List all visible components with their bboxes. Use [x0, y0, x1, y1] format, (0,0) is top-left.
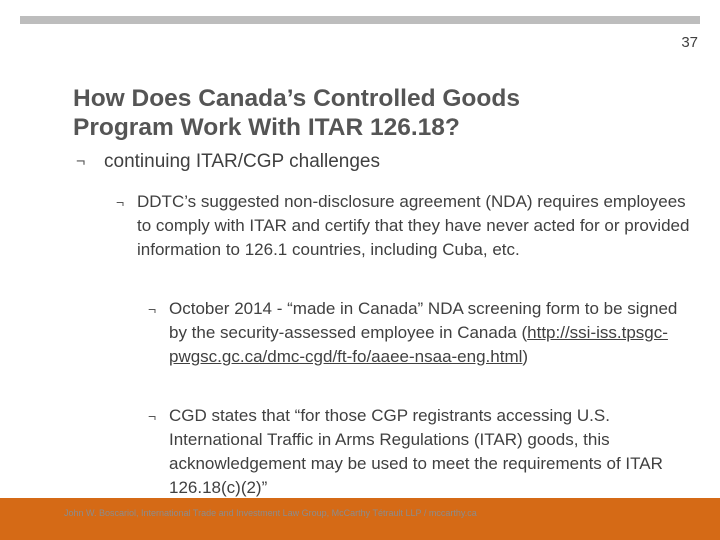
slide-title-line-1: How Does Canada’s Controlled Goods: [73, 85, 520, 112]
ndaform-text-after: ): [522, 347, 529, 366]
bullet-glyph: ¬: [76, 153, 86, 170]
bullet-glyph: ¬: [116, 194, 125, 210]
bullet-glyph: ¬: [148, 301, 157, 317]
bullet-level3-cgd-text: CGD states that “for those CGP registrants accessing U.S. International Traffic in Arms Regulations (ITAR) goods, this acknowledgement may be used to meet the requirements of ITAR 126.18(c)(2)”: [169, 406, 663, 497]
slide-title: [73, 84, 673, 142]
bullet-level2-text: DDTC’s suggested non-disclosure agreement (NDA) requires employees to comply with ITAR and certify that they have never acted for or provided information to 126.1 countries, including Cuba, etc.: [137, 192, 690, 259]
bullet-level3-cgd: [148, 404, 688, 500]
nda-form-link[interactable]: http://ssi-iss.tpsgc-pwgsc.gc.ca/dmc-cgd/ft-fo/aaee-nsaa-eng.html: [169, 323, 668, 366]
bullet-glyph: ¬: [148, 408, 157, 424]
footer-credit: John W. Boscariol, International Trade and Investment Law Group, McCarthy Tétrault LLP / mccarthy.ca: [64, 508, 477, 518]
bullet-level1-text: continuing ITAR/CGP challenges: [104, 151, 381, 172]
footer-bar: [0, 498, 720, 540]
bullet-level2: [116, 190, 696, 262]
bullet-level3-ndaform-text: [169, 297, 688, 369]
header-divider-bar: [20, 16, 700, 24]
bullet-level3-ndaform: [148, 297, 688, 369]
page-number: 37: [681, 34, 698, 51]
ndaform-text-before: October 2014 - “made in Canada” NDA screening form to be signed by the security-assessed employee in Canada (: [169, 299, 678, 342]
slide-title-line-2: Program Work With ITAR 126.18?: [73, 114, 460, 141]
bullet-level1: [76, 150, 380, 174]
